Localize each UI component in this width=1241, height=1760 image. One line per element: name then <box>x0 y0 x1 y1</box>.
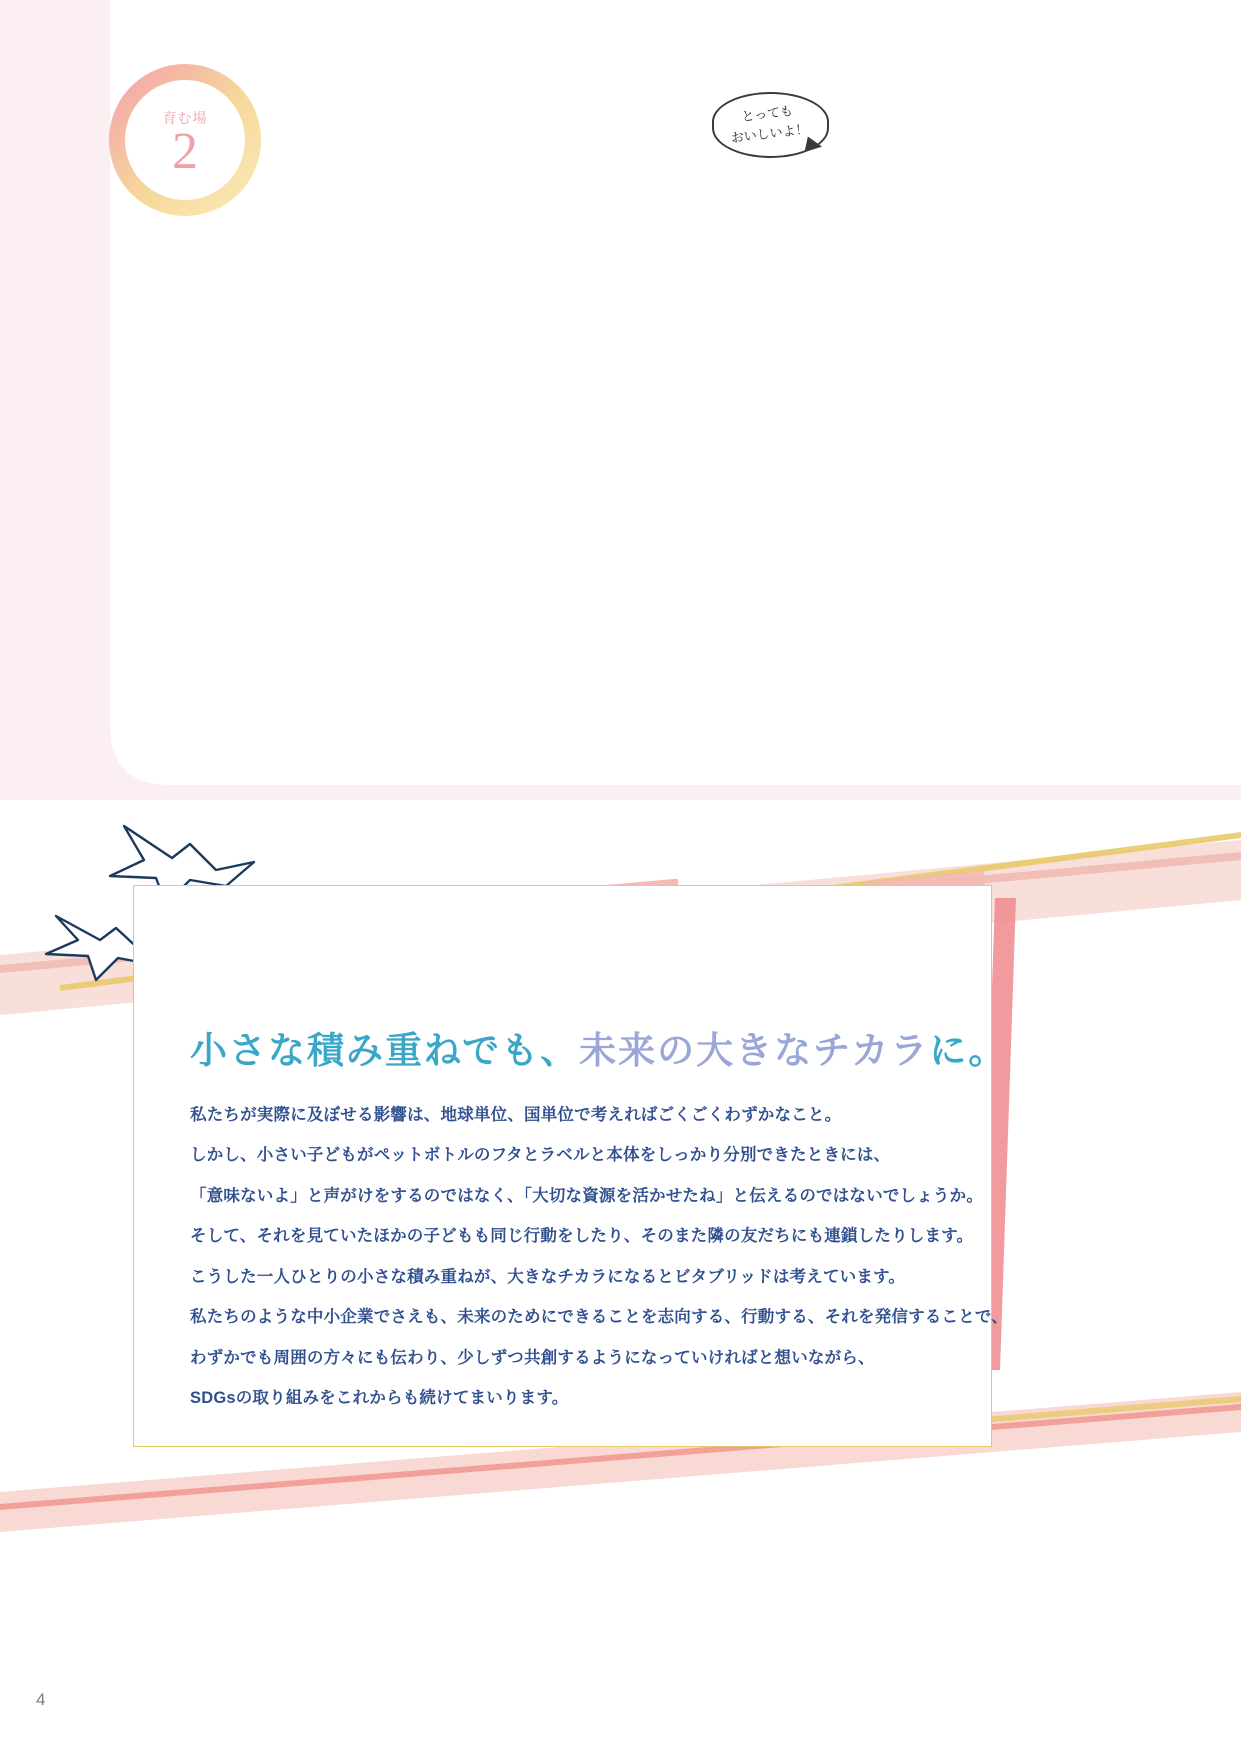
speech-bubble-line-2: おいしいよ！ <box>730 121 810 146</box>
message-paragraph: 私たちが実際に及ぼせる影響は、地球単位、国単位で考えればごくごくわずかなこと。 <box>190 1106 842 1124</box>
message-paragraph: 私たちのような中小企業でさえも、未来のためにできることを志向する、行動する、それを発信することで、 <box>190 1308 1008 1327</box>
message-title-part-3: に。 <box>929 1030 1008 1071</box>
message-paragraph: わずかでも周囲の方々にも伝わり、少しずつ共創するようになっていければと想いながら、 <box>190 1348 875 1367</box>
message-paragraph: SDGsの取り組みをこれからも続けてまいります。 <box>190 1388 569 1407</box>
section-badge <box>105 60 265 235</box>
message-title-part-1: 小さな積み重ねでも、 <box>190 1030 580 1071</box>
message-paragraph: 「意味ないよ」と声がけをするのではなく、「大切な資源を活かせたね」と伝えるのではないでしょうか。 <box>190 1186 984 1205</box>
message-paragraph: そして、それを見ていたほかの子どもも同じ行動をしたり、そのまた隣の友だちにも連鎖したりします。 <box>190 1227 974 1246</box>
message-paragraph: しかし、小さい子どもがペットボトルのフタとラベルと本体をしっかり分別できたときには、 <box>190 1146 891 1165</box>
message-paragraph: こうした一人ひとりの小さな積み重ねが、大きなチカラになるとビタブリッドは考えています。 <box>190 1267 906 1286</box>
message-title-part-2: 未来の大きなチカラ <box>579 1030 930 1071</box>
message-body <box>190 1095 1008 1418</box>
speech-bubble-line-1: とっても <box>740 102 794 125</box>
badge-number: 2 <box>172 123 198 180</box>
page-number: 4 <box>36 1690 46 1709</box>
badge-label: 育む場 <box>162 110 208 126</box>
message-title <box>190 1020 1007 1074</box>
